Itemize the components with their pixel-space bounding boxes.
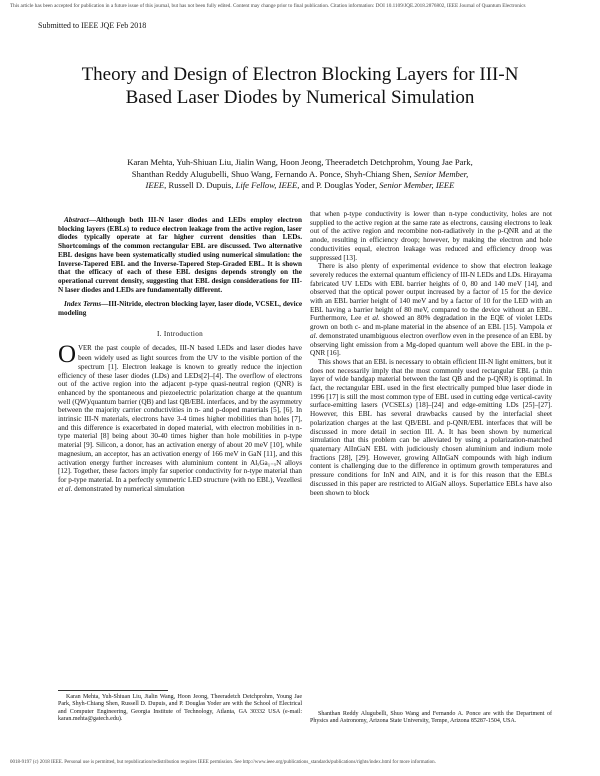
right-column [310, 210, 552, 497]
authors-line-1: Karan Mehta, Yuh-Shiuan Liu, Jialin Wang, Hoon Jeong, Theeradetch Detchprohm, Young Jae Park, [127, 157, 473, 167]
authors-line-2-role: Senior Member, [413, 168, 469, 179]
right-p2-a: There is also plenty of experimental evidence to show that electron leakage severely reduces the external quantum efficiency of III-N LEDs and LDs. Hirayama fabricated UV LEDs with EBL barrier heights of 0, 80 and 140 meV [14], and observed that the optical power output increased by a factor of 15 for the device with an EBL barrier height of 140 meV and by a factor of 10 for the LED with an EBL having a barrier height of 80 meV, compared to the device without an EBL. Furthermore, Lee [310, 262, 552, 323]
index-terms-label: Index Terms [64, 300, 102, 309]
intro-first-word: VER [78, 345, 92, 353]
drop-cap: O [58, 341, 77, 369]
right-p2-b: showed an 80% degradation in the EQE of violet LEDs grown on both c- and m-plane material in the absence of an EBL [15]. Vampola [310, 314, 552, 332]
footnote-divider [58, 690, 168, 691]
copyright-notice: 0018-9197 (c) 2018 IEEE. Personal use is permitted, but republication/redistribution requires IEEE permission. See http://www.ieee.org/publications_standards/publications/rights/index.html for more information. [10, 760, 436, 765]
right-paragraph-1: that when p-type conductivity is lower than n-type conductivity, holes are not supplied to the active region at the same rate as electrons, causing electrons to leak out of the active region and recombine non-radiatively in the p-QNR and at the anode, resulting in efficiency droop; however, by making the electron and hole conductivities equal, electron leakage was reduced and efficiency droop was suppressed [13]. [310, 210, 552, 262]
authors-line-3 [70, 180, 530, 192]
intro-paragraph-1 [58, 341, 302, 493]
authors-line-2-names: Shanthan Reddy Alugubelli, Shuo Wang, Fernando A. Ponce, Shyh-Chiang Shen, [131, 168, 414, 179]
right-paragraph-3: This shows that an EBL is necessary to obtain efficient III-N light emitters, but it does not necessarily imply that the most commonly used rectangular EBL (a thin layer of wide bandgap material between the last QB and the p-QNR) is optimal. In fact, the rectangular EBL used in the first electrically pumped blue laser diode in 1996 [17] is still the most common type of EBL used in cutting edge vertical-cavity surface-emitting lasers (VCSELs) [18]–[24] and edge-emitting LDs [25]–[27]. However, this EBL has several drawbacks caused by the interfacial sheet polarization charges at the last QB/EBL and p-QNR/EBL interfaces that will be discussed in more detail in section III. A. It has been shown by numerical simulation that this problem can be alleviated by using a polarization-matched quaternary AlInGaN EBL with judiciously chosen aluminium and indium mole fractions [28], [29]. However, growing AlInGaN compounds with high indium content is challenging due to the difference in optimum growth temperatures and pressure conditions for InN and AlN, and it is for this reason that the EBLs discussed in this paper are restricted to AlGaN alloys. Superlattice EBLs have also been shown to block [310, 357, 552, 497]
intro-p1-text: the past couple of decades, III-N based LEDs and laser diodes have been widely used as light sources from the UV to the visible portion of the spectrum [1]. Electron leakage is known to greatly reduce the injection efficiency of these laser diodes (LDs) and LEDs[2]–[4]. The overflow of electrons out of the active region into the adjacent p-type quasi-neutral region (QNR) is enhanced by the spontaneous and piezoelectric polarization charge at the quantum well (QW)/quantum barrier (QB) and last QB/EBL interfaces, and by the asymmetry between the majority carrier conductivities in n- and p-doped materials [5], [6]. In intrinsic III-N materials, electrons have 3-4 times higher mobilities than holes [7], and this difference is exacerbated in doped material, with electron mobilities in n-type material [8] being about 30-40 times higher than hole mobilities in p-type material [9]. Silicon, a donor, has an activation energy of about 20 meV [10], while magnesium, an acceptor, has an activation energy of 166 meV in GaN [11], and this activation energy further increases with aluminium content in AlₓGa₁₋ₓN alloys [12]. Together, these factors imply far superior conductivity for n-type material than for p-type material. In a perfectly symmetric LED structure (with no EBL), Vezellesi [58, 344, 302, 484]
index-terms [58, 300, 302, 317]
abstract [58, 216, 302, 294]
index-terms-text: —III-Nitride, electron blocking layer, laser diode, VCSEL, device modeling [58, 300, 303, 318]
footnote-affiliation-right: Shanthan Reddy Alugubelli, Shuo Wang and Fernando A. Ponce are with the Department of Physics and Astronomy, Arizona State University, Tempe, Arizona 85287-1504, USA. [310, 711, 552, 725]
author-list [70, 157, 530, 192]
abstract-text: —Although both III-N laser diodes and LEDs employ electron blocking layers (EBLs) to reduce electron leakage from the active region, laser diodes typically operate at far higher current densities than LEDs. Shortcomings of the common rectangular EBL are discussed. Two alternative EBL designs have been systematically studied using numerical simulation: the Inverse-Tapered EBL and the Inverse-Tapered Step-Graded EBL. It is shown that the efficacy of each of these EBL designs depends strongly on the operational current density, suggesting that EBL design considerations for III-N laser diodes and LEDs are fundamentally different. [58, 216, 302, 294]
intro-p1-italic: et al. [58, 484, 73, 493]
paper-title: Theory and Design of Electron Blocking Layers for III-N Based Laser Diodes by Numerical Simulation [81, 64, 519, 108]
authors-line-2 [70, 169, 530, 181]
authors-line-3-names-d: , and P. Douglas Yoder, [297, 180, 380, 190]
authors-line-3-names-b: , Russell D. Dupuis, [164, 180, 236, 190]
right-p2-c: demonstrated unambiguous electron overflow even in the presence of an EBL by observing light emission from a Mg-doped quantum well above the EBL in the p-QNR [16]. [310, 331, 552, 358]
submission-note: Submitted to IEEE JQE Feb 2018 [38, 21, 147, 30]
section-heading-introduction: I. Introduction [156, 329, 204, 338]
publication-notice: This article has been accepted for publication in a future issue of this journal, but has not been fully edited. Content may change prior to final publication. Citation information: DOI 10.1109/JQE.2018.2876802, IEEE Journal of Quantum Electronics [10, 3, 526, 9]
footnote-affiliation-left: Karan Mehta, Yuh-Shiuan Liu, Jialin Wang, Hoon Jeong, Theeradetch Detchprohm, Young Jae Park, Shyh-Chiang Shen, Russell D. Dupuis, and P. Douglas Yoder are with the School of Electrical and Computer Engineering, Georgia Institute of Technology, Atlanta, GA 30332 USA (e-mail: karan.mehta@gatech.edu). [58, 694, 302, 723]
authors-line-3-role-e: Senior Member, IEEE [379, 180, 455, 190]
right-paragraph-2 [310, 262, 552, 358]
right-p2-italic-2: et al. [310, 323, 552, 340]
intro-p1-end: demonstrated by numerical simulation [72, 484, 185, 493]
authors-line-3-role-a: IEEE [145, 180, 165, 190]
abstract-label: Abstract [64, 216, 89, 224]
left-column [58, 216, 302, 493]
right-p2-italic-1: et al. [364, 314, 380, 323]
authors-line-3-role-c: Life Fellow, IEEE [235, 180, 298, 190]
